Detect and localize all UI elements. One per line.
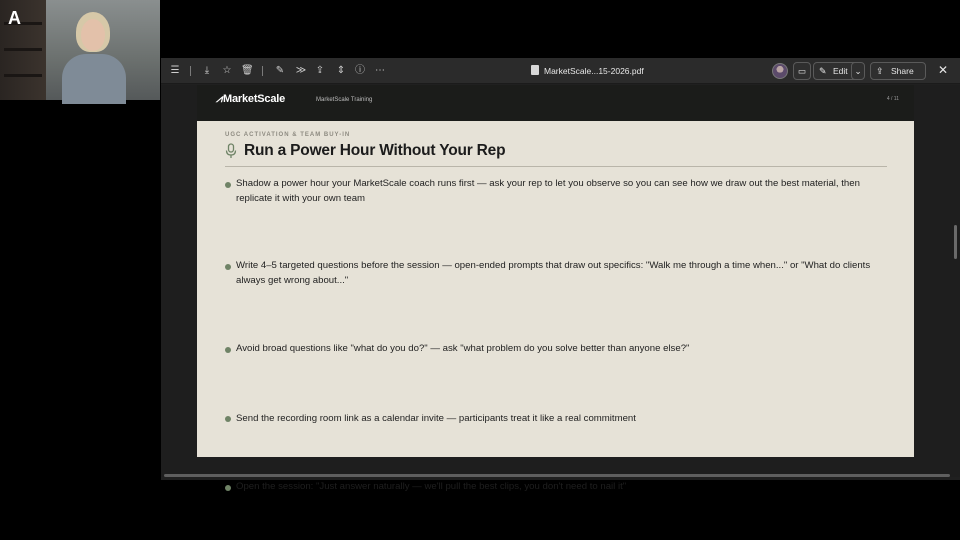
list-item <box>225 412 895 427</box>
vertical-scrollbar[interactable] <box>954 225 957 259</box>
edit-dropdown-button[interactable] <box>851 62 865 80</box>
info-icon[interactable]: ⓘ <box>355 65 365 76</box>
edit-label: Edit <box>833 66 848 76</box>
bullet-list <box>225 177 895 492</box>
slide-page <box>197 85 914 492</box>
chevron-down-icon: ⌄ <box>854 66 862 76</box>
presenter <box>62 12 122 100</box>
bullet-text: Avoid broad questions like "what do you do?" — ask "what problem do you solve better than anyone else?" <box>236 343 690 354</box>
bullet-dot-icon <box>225 347 231 353</box>
pdf-viewer-window <box>161 58 960 492</box>
bullet-dot-icon <box>225 264 231 270</box>
horizontal-scrollbar[interactable] <box>164 474 950 477</box>
share-out-icon[interactable]: ⇪ <box>315 65 325 76</box>
comment-icon: ▭ <box>797 66 807 76</box>
brand-subtitle: MarketScale Training <box>316 97 373 103</box>
toolbar <box>161 58 960 84</box>
user-avatar[interactable] <box>772 63 788 79</box>
forward-icon[interactable]: ≫ <box>295 65 307 76</box>
list-item <box>225 259 895 288</box>
page-number: 4 / 11 <box>886 96 899 102</box>
brand-name: MarketScale <box>223 93 286 105</box>
list-item <box>225 177 895 206</box>
title-divider <box>225 166 887 167</box>
share-button[interactable] <box>870 62 926 80</box>
download-icon[interactable]: ⤓ <box>204 65 210 76</box>
brand-mark-icon: ⩘ <box>216 93 223 105</box>
bullet-text: Open the session: "Just answer naturally — we'll pull the best clips, you don't need to nail it" <box>236 481 627 492</box>
bullet-dot-icon <box>225 182 231 188</box>
list-item <box>225 342 895 357</box>
microphone-icon <box>225 143 237 159</box>
toolbar-divider <box>190 66 191 76</box>
section-kicker: UGC ACTIVATION & TEAM BUY-IN <box>225 132 351 138</box>
edit-icon: ✎ <box>819 66 827 76</box>
star-icon[interactable]: ☆ <box>222 65 232 76</box>
bullet-dot-icon <box>225 485 231 491</box>
bullet-text: Send the recording room link as a calendar invite — participants treat it like a real commitment <box>236 412 636 424</box>
slide-title: Run a Power Hour Without Your Rep <box>244 142 506 159</box>
list-item <box>225 480 895 495</box>
brand-logo <box>216 93 285 106</box>
sidebar-icon[interactable]: ☰ <box>170 65 180 76</box>
slide-header <box>197 85 914 121</box>
fit-icon[interactable]: ⇕ <box>336 65 346 76</box>
webcam-video <box>0 0 160 100</box>
more-icon[interactable]: ⋯ <box>375 65 385 76</box>
ink-icon[interactable]: ✎ <box>275 65 285 76</box>
share-icon: ⇪ <box>876 66 884 76</box>
bullet-text: Shadow a power hour your MarketScale coach runs first — ask your rep to let you observe so you can see how we draw out the best material, then replicate it with your own team <box>236 178 860 204</box>
document-filename: MarketScale...15-2026.pdf <box>544 66 644 76</box>
app-logo-icon: A <box>8 8 21 28</box>
delete-icon[interactable]: 🗑 <box>241 65 254 76</box>
pdf-file-icon <box>531 65 539 75</box>
bullet-text: Write 4–5 targeted questions before the session — open-ended prompts that draw out specifics: "Walk me through a time when..." or "What do clients always get wrong about..." <box>236 260 871 286</box>
document-viewport[interactable] <box>161 85 960 492</box>
close-icon[interactable]: ✕ <box>937 63 949 77</box>
share-label: Share <box>891 66 914 76</box>
document-title <box>531 64 644 78</box>
toolbar-divider <box>262 66 263 76</box>
bullet-dot-icon <box>225 416 231 422</box>
comment-button[interactable] <box>793 62 811 80</box>
